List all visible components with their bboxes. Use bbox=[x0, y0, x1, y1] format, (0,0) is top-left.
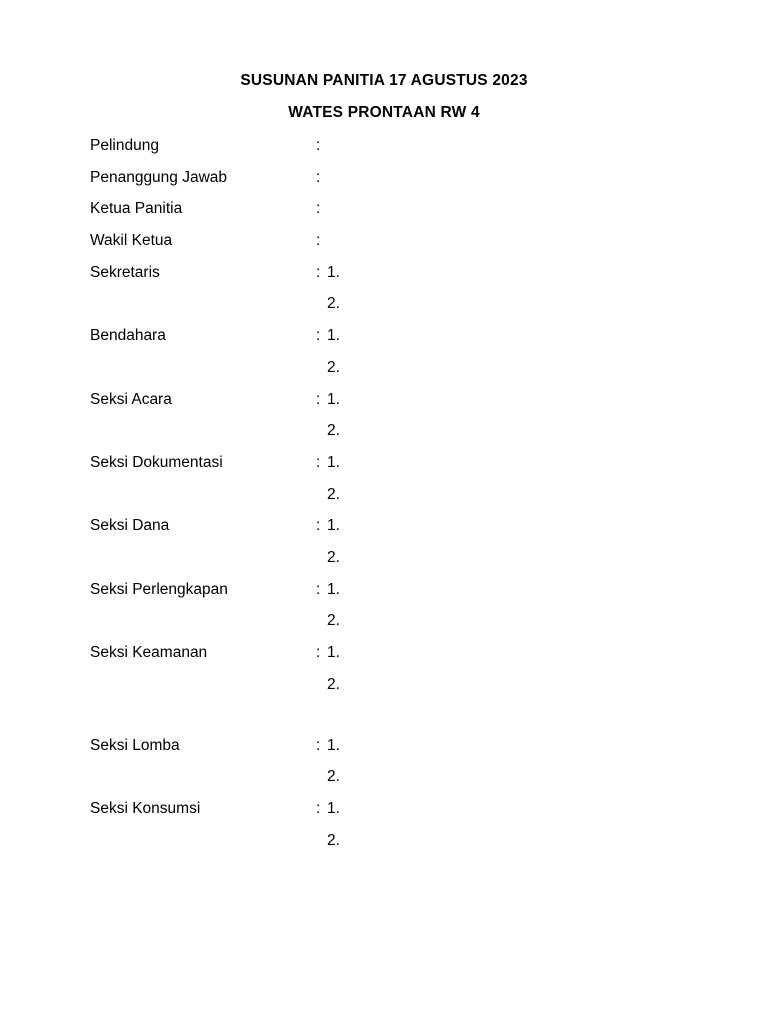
role-row-seksi-konsumsi-2 bbox=[90, 831, 690, 863]
role-row-seksi-keamanan-2 bbox=[90, 675, 690, 736]
role-row-seksi-perlengkapan-2 bbox=[90, 611, 690, 643]
role-colon: : bbox=[316, 200, 321, 218]
role-row-pelindung bbox=[90, 136, 690, 168]
member-number-2: 2. bbox=[327, 675, 340, 693]
member-number-2: 2. bbox=[327, 422, 340, 440]
role-label: Sekretaris bbox=[90, 263, 160, 281]
role-label: Seksi Dana bbox=[90, 517, 170, 535]
role-row-bendahara bbox=[90, 326, 690, 358]
role-label: Seksi Keamanan bbox=[90, 644, 208, 661]
role-row-seksi-konsumsi bbox=[90, 799, 690, 831]
member-number-1: 1. bbox=[327, 453, 340, 471]
role-colon: : bbox=[316, 390, 321, 408]
role-colon: : bbox=[316, 644, 321, 661]
role-label: Seksi Acara bbox=[90, 390, 172, 408]
role-colon: : bbox=[316, 232, 321, 250]
role-colon: : bbox=[316, 327, 321, 345]
member-number-1: 1. bbox=[327, 580, 340, 598]
role-label: Ketua Panitia bbox=[90, 200, 183, 218]
role-row-seksi-dana-2 bbox=[90, 548, 690, 580]
role-row-ketua-panitia bbox=[90, 199, 690, 231]
member-number-2: 2. bbox=[327, 295, 340, 313]
role-colon: : bbox=[316, 517, 321, 535]
role-colon: : bbox=[316, 800, 321, 818]
role-label: Seksi Konsumsi bbox=[90, 800, 201, 818]
member-number-2: 2. bbox=[327, 612, 340, 630]
document-subtitle: WATES PRONTAAN RW 4 bbox=[288, 104, 480, 121]
role-label: Bendahara bbox=[90, 327, 166, 345]
role-row-penanggung-jawab bbox=[90, 168, 690, 200]
document-title: SUSUNAN PANITIA 17 AGUSTUS 2023 bbox=[240, 72, 528, 89]
role-colon: : bbox=[316, 580, 321, 598]
role-row-wakil-ketua bbox=[90, 231, 690, 263]
role-row-bendahara-2 bbox=[90, 358, 690, 390]
member-number-2: 2. bbox=[327, 485, 340, 503]
role-label: Wakil Ketua bbox=[90, 232, 173, 250]
member-number-1: 1. bbox=[327, 517, 340, 535]
role-row-seksi-perlengkapan bbox=[90, 580, 690, 612]
role-colon: : bbox=[316, 168, 321, 186]
role-row-seksi-dokumentasi-2 bbox=[90, 485, 690, 517]
role-colon: : bbox=[316, 137, 321, 154]
role-colon: : bbox=[316, 263, 321, 281]
member-number-1: 1. bbox=[327, 390, 340, 408]
role-label: Pelindung bbox=[90, 137, 159, 154]
member-number-2: 2. bbox=[327, 548, 340, 566]
role-label: Seksi Perlengkapan bbox=[90, 580, 228, 598]
member-number-1: 1. bbox=[327, 327, 340, 345]
role-row-seksi-dokumentasi bbox=[90, 453, 690, 485]
role-label: Seksi Lomba bbox=[90, 736, 180, 754]
role-row-seksi-dana bbox=[90, 516, 690, 548]
member-number-1: 1. bbox=[327, 736, 340, 754]
role-row-seksi-lomba-2 bbox=[90, 767, 690, 799]
member-number-2: 2. bbox=[327, 768, 340, 786]
member-number-1: 1. bbox=[327, 644, 340, 661]
role-row-sekretaris bbox=[90, 263, 690, 295]
role-label: Seksi Dokumentasi bbox=[90, 453, 223, 471]
role-row-sekretaris-2 bbox=[90, 294, 690, 326]
role-row-seksi-lomba bbox=[90, 736, 690, 768]
role-row-seksi-keamanan bbox=[90, 643, 690, 675]
role-colon: : bbox=[316, 453, 321, 471]
role-label: Penanggung Jawab bbox=[90, 168, 228, 186]
member-number-1: 1. bbox=[327, 263, 340, 281]
member-number-2: 2. bbox=[327, 831, 340, 849]
role-colon: : bbox=[316, 736, 321, 754]
role-row-seksi-acara bbox=[90, 390, 690, 422]
member-number-1: 1. bbox=[327, 800, 340, 818]
member-number-2: 2. bbox=[327, 358, 340, 376]
role-row-seksi-acara-2 bbox=[90, 421, 690, 453]
committee-list bbox=[90, 136, 690, 862]
